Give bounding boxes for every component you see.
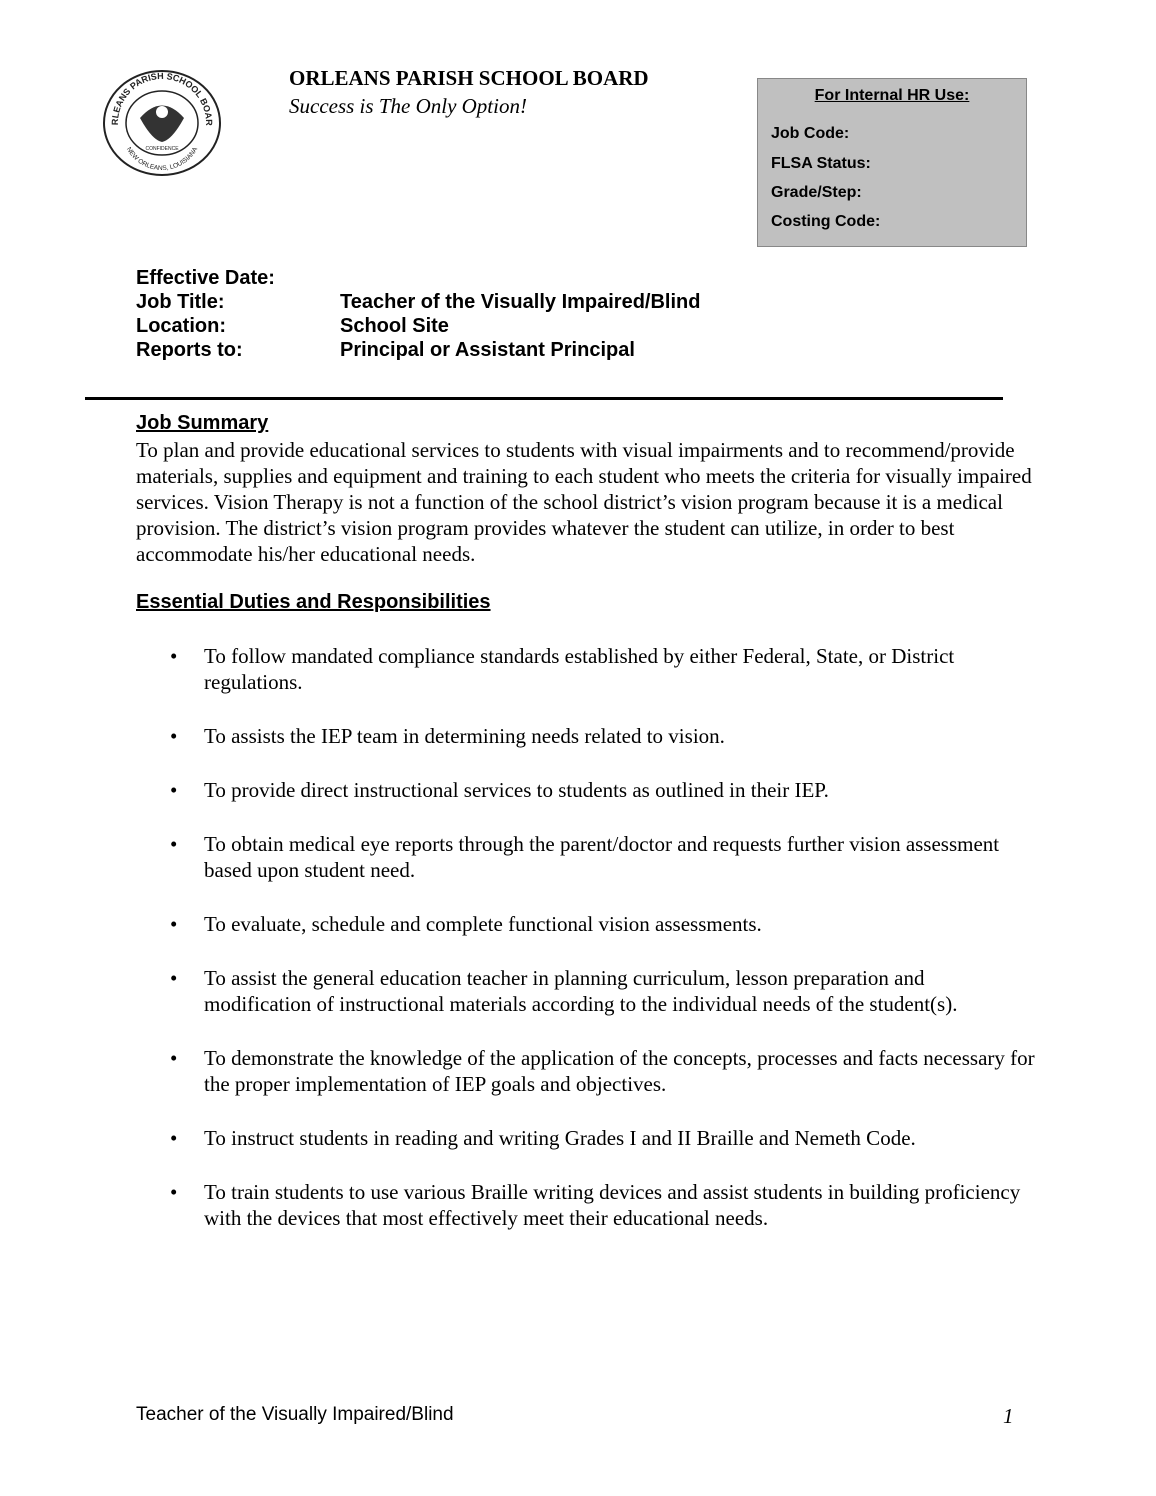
school-board-seal-logo [100, 68, 224, 178]
duties-list [136, 643, 1036, 1259]
field-value: Teacher of the Visually Impaired/Blind [340, 291, 701, 313]
field-value: Principal or Assistant Principal [340, 339, 635, 361]
job-info-row [136, 290, 700, 314]
duty-text: To provide direct instructional services to students as outlined in their IEP. [204, 778, 829, 802]
svg-text:NEW ORLEANS, LOUISIANA: NEW ORLEANS, LOUISIANA [124, 146, 200, 173]
job-info-row [136, 266, 700, 290]
bullet-icon: • [170, 832, 178, 856]
job-info-row [136, 338, 700, 362]
hr-field-job-code: Job Code: [771, 125, 850, 142]
duty-item [136, 1045, 1036, 1097]
divider [85, 397, 1003, 400]
duty-text: To assist the general education teacher in planning curriculum, lesson preparation and modification of instructional materials according to the individual needs of the student(s). [204, 966, 958, 1016]
internal-hr-box [757, 78, 1027, 247]
duty-item [136, 643, 1036, 695]
duty-text: To demonstrate the knowledge of the application of the concepts, processes and facts necessary for the proper implementation of IEP goals and objectives. [204, 1046, 1035, 1096]
job-info-row [136, 314, 700, 338]
duty-item [136, 723, 1036, 749]
field-label: Location: [136, 315, 226, 337]
bullet-icon: • [170, 724, 178, 748]
duty-text: To train students to use various Braille writing devices and assist students in building proficiency with the devices that most effectively meet their educational needs. [204, 1180, 1021, 1230]
bullet-icon: • [170, 912, 178, 936]
page-number: 1 [1003, 1404, 1014, 1428]
duty-item [136, 831, 1036, 883]
svg-text:ORLEANS PARISH SCHOOL BOARD: RLEANS PARISH SCHOOL BOAR [109, 70, 215, 126]
bullet-icon: • [170, 778, 178, 802]
field-label: Effective Date: [136, 267, 275, 289]
duty-text: To follow mandated compliance standards established by either Federal, State, or District regulations. [204, 644, 955, 694]
field-value: School Site [340, 315, 449, 337]
job-summary-heading: Job Summary [136, 412, 269, 434]
duties-heading: Essential Duties and Responsibilities [136, 591, 491, 613]
motto: Success is The Only Option! [289, 94, 527, 118]
duty-item [136, 965, 1036, 1017]
job-summary-text: To plan and provide educational services to students with visual impairments and to recommend/provide materials, supplies and equipment and training to each student who meets the criteria for visually impaired services. Vision Therapy is not a function of the school district’s vision program because it is a medical provision. The district’s vision program provides whatever the student can utilize, in order to best accommodate his/her educational needs. [136, 438, 1032, 566]
duty-item [136, 1179, 1036, 1231]
footer-title: Teacher of the Visually Impaired/Blind [136, 1404, 454, 1425]
field-label: Job Title: [136, 291, 225, 313]
duty-item [136, 777, 1036, 803]
duty-item [136, 911, 1036, 937]
hr-field-costing-code: Costing Code: [771, 213, 881, 230]
organization-name: ORLEANS PARISH SCHOOL BOARD [289, 66, 649, 90]
hr-box-title: For Internal HR Use: [814, 87, 970, 104]
duty-text: To obtain medical eye reports through the parent/doctor and requests further vision assessment based upon student need. [204, 832, 1000, 882]
bullet-icon: • [170, 1046, 178, 1070]
duty-text: To evaluate, schedule and complete functional vision assessments. [204, 912, 762, 936]
bullet-icon: • [170, 966, 178, 990]
bullet-icon: • [170, 1126, 178, 1150]
hr-field-flsa-status: FLSA Status: [771, 155, 871, 172]
svg-text:CONFIDENCE: CONFIDENCE [145, 146, 179, 152]
duty-item [136, 1125, 1036, 1151]
hr-field-grade-step: Grade/Step: [771, 184, 862, 201]
bullet-icon: • [170, 644, 178, 668]
duty-text: To assists the IEP team in determining needs related to vision. [204, 724, 725, 748]
bullet-icon: • [170, 1180, 178, 1204]
field-label: Reports to: [136, 339, 243, 361]
duty-text: To instruct students in reading and writing Grades I and II Braille and Nemeth Code. [204, 1126, 916, 1150]
job-info [136, 266, 700, 362]
